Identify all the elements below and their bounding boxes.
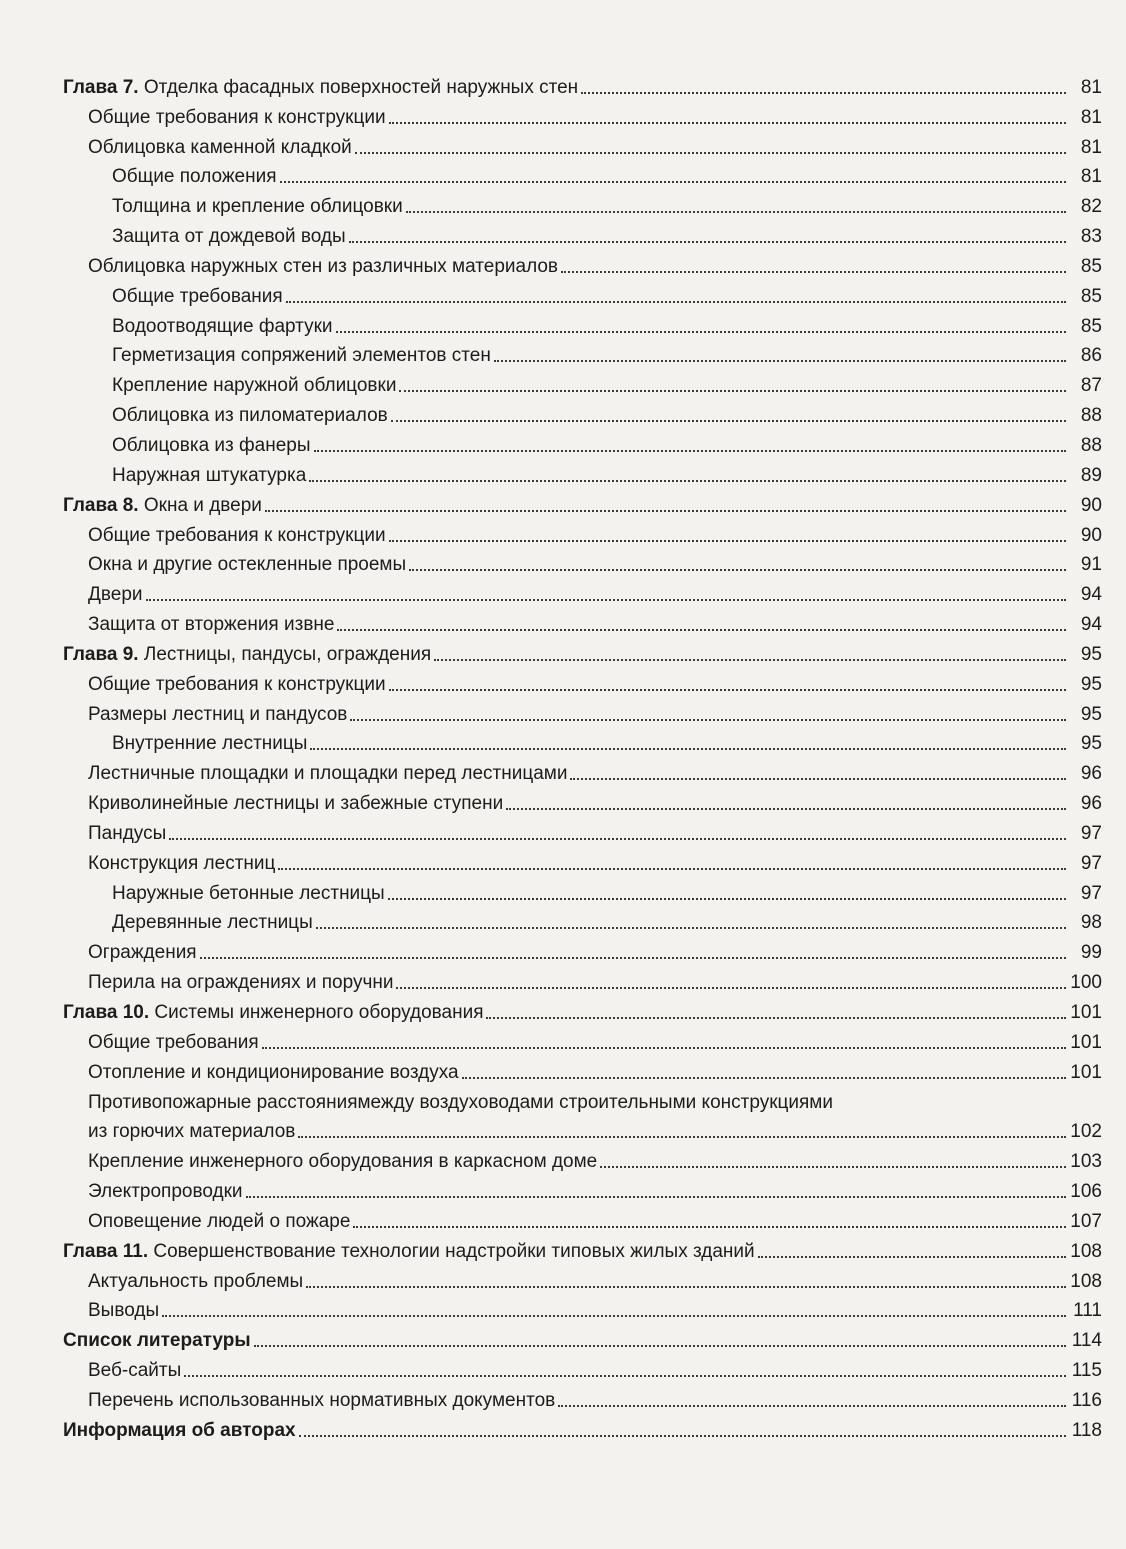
- toc-entry-title: [112, 226, 346, 248]
- toc-entry[interactable]: [0, 815, 1126, 845]
- toc-entry-text: Совершенствование технологии надстройки типовых жилых зданий: [148, 1240, 755, 1262]
- toc-entry[interactable]: [0, 964, 1126, 994]
- toc-page-number: 98: [1080, 912, 1102, 934]
- toc-entry-title: [88, 1032, 259, 1054]
- toc-entry-title: [63, 644, 431, 666]
- toc-page-number: 90: [1080, 494, 1102, 516]
- toc-entry-wrapped-line: Противопожарные расстояниямежду воздуховодами строительными конструкциями: [88, 1091, 833, 1113]
- toc-page-number: 85: [1080, 315, 1102, 337]
- toc-entry-text: Облицовка из пиломатериалов: [112, 405, 388, 427]
- toc-page-number: 95: [1080, 673, 1102, 695]
- toc-page-number: 81: [1080, 136, 1102, 158]
- toc-entry[interactable]: [0, 517, 1126, 547]
- toc-page-number: 94: [1080, 584, 1102, 606]
- toc-entry[interactable]: [0, 755, 1126, 785]
- toc-entry-title: [63, 1241, 755, 1263]
- toc-entry[interactable]: [0, 785, 1126, 815]
- toc-leader-dots: [314, 449, 1067, 452]
- toc-entry[interactable]: [0, 666, 1126, 696]
- toc-entry-title: [63, 1420, 296, 1442]
- toc-entry-title: [88, 853, 275, 875]
- toc-entry[interactable]: [0, 248, 1126, 278]
- toc-entry-text: Защита от дождевой воды: [112, 226, 346, 248]
- toc-entry[interactable]: [0, 934, 1126, 964]
- toc-entry-title: [88, 1271, 303, 1293]
- toc-entry-title: [112, 375, 396, 397]
- toc-entry-title: [63, 1002, 483, 1024]
- toc-entry-title: [88, 1181, 243, 1203]
- toc-page-number: 95: [1080, 643, 1102, 665]
- toc-chapter-entry[interactable]: [0, 1412, 1126, 1442]
- toc-page-number: 108: [1070, 1270, 1102, 1292]
- toc-chapter-number: Глава 10.: [63, 1002, 150, 1023]
- toc-chapter-entry[interactable]: [0, 1233, 1126, 1263]
- toc-entry-text: Общие положения: [112, 166, 277, 188]
- toc-page-number: 101: [1070, 1061, 1102, 1083]
- toc-entry-text: Защита от вторжения извне: [88, 614, 335, 636]
- toc-leader-dots: [299, 1434, 1066, 1437]
- toc-entry-text: Конструкция лестниц: [88, 852, 276, 874]
- toc-entry-title: [88, 1390, 555, 1412]
- toc-page-number: 85: [1080, 255, 1102, 277]
- toc-entry-text: Облицовка каменной кладкой: [88, 136, 352, 158]
- toc-leader-dots: [336, 330, 1066, 333]
- toc-entry[interactable]: [0, 129, 1126, 159]
- toc-chapter-number: Глава 11.: [63, 1240, 149, 1262]
- toc-leader-dots: [306, 1285, 1066, 1288]
- toc-page-number: 103: [1070, 1151, 1102, 1173]
- toc-page-number: 88: [1080, 434, 1102, 456]
- toc-entry-title: [88, 674, 386, 696]
- toc-leader-dots: [561, 270, 1066, 273]
- toc-entry[interactable]: [0, 367, 1126, 397]
- toc-page-number: 114: [1071, 1330, 1102, 1352]
- toc-entry-text: Общие требования: [88, 1031, 259, 1053]
- toc-entry-text: Герметизация сопряжений элементов стен: [112, 345, 491, 367]
- toc-entry-title: [88, 763, 567, 785]
- toc-entry-text: Толщина и крепление облицовки: [112, 196, 403, 218]
- toc-leader-dots: [353, 1225, 1066, 1228]
- toc-entry-title: [88, 1062, 459, 1084]
- toc-entry[interactable]: [0, 547, 1126, 577]
- toc-entry-text: Общие требования: [112, 285, 283, 307]
- toc-entry-text: Наружная штукатурка: [112, 464, 307, 486]
- toc-entry[interactable]: [0, 159, 1126, 189]
- toc-entry-text: Общие требования к конструкции: [88, 106, 386, 128]
- toc-entry-text: Список литературы: [63, 1330, 251, 1352]
- toc-entry[interactable]: [0, 278, 1126, 308]
- toc-entry-text: Лестницы, пандусы, ограждения: [138, 643, 432, 665]
- toc-entry-title: [88, 942, 197, 964]
- toc-entry-text: Размеры лестниц и пандусов: [88, 703, 348, 725]
- toc-page-number: 101: [1070, 1002, 1102, 1023]
- toc-leader-dots: [494, 359, 1066, 362]
- toc-leader-dots: [337, 628, 1066, 631]
- toc-page-number: 108: [1070, 1240, 1102, 1262]
- toc-chapter-entry[interactable]: [0, 487, 1126, 517]
- toc-entry[interactable]: [0, 427, 1126, 457]
- toc-entry-text: Актуальность проблемы: [88, 1270, 304, 1292]
- toc-entry-text: Облицовка из фанеры: [112, 434, 311, 456]
- toc-page-number: 86: [1080, 345, 1102, 367]
- toc-leader-dots: [462, 1076, 1066, 1079]
- toc-entry-title: [88, 1151, 597, 1173]
- toc-entry-text: Пандусы: [88, 822, 167, 844]
- toc-entry-title: [88, 137, 352, 159]
- toc-entry-text: Окна и другие остекленные проемы: [88, 554, 407, 576]
- toc-entry-text: Отделка фасадных поверхностей наружных стен: [138, 76, 579, 98]
- toc-page-number: 97: [1080, 822, 1102, 844]
- toc-page-number: 81: [1080, 106, 1102, 128]
- toc-page-number: 97: [1080, 882, 1102, 904]
- toc-leader-dots: [399, 389, 1066, 392]
- toc-entry-text: Лестничные площадки и площадки перед лестницами: [88, 763, 568, 785]
- toc-entry-text: Общие требования к конструкции: [88, 673, 386, 695]
- toc-leader-dots: [262, 1046, 1066, 1049]
- toc-entry-title: [88, 793, 503, 815]
- toc-chapter-entry[interactable]: [0, 636, 1126, 666]
- toc-entry-title: [88, 1121, 295, 1143]
- toc-leader-dots: [310, 747, 1066, 750]
- toc-page-number: 91: [1080, 554, 1102, 576]
- toc-leader-dots: [388, 897, 1066, 900]
- toc-chapter-entry[interactable]: [0, 994, 1126, 1024]
- toc-leader-dots: [254, 1344, 1066, 1347]
- toc-entry-title: [112, 196, 403, 218]
- toc-chapter-number: Глава 9.: [63, 643, 139, 665]
- toc-entry-text: Общие требования к конструкции: [88, 524, 386, 546]
- toc-leader-dots: [506, 807, 1066, 810]
- toc-entry-title: [88, 256, 558, 278]
- toc-entry[interactable]: [0, 1143, 1126, 1173]
- toc-entry-title: [63, 495, 262, 517]
- toc-entry-title: [112, 733, 307, 755]
- toc-leader-dots: [355, 151, 1066, 154]
- toc-entry-text: Облицовка наружных стен из различных материалов: [88, 255, 559, 277]
- toc-page-number: 96: [1080, 763, 1102, 785]
- toc-entry-title: [112, 883, 385, 905]
- toc-entry-text: Ограждения: [88, 942, 197, 964]
- toc-entry[interactable]: [0, 606, 1126, 636]
- toc-entry[interactable]: [0, 576, 1126, 606]
- toc-entry-title: [88, 704, 347, 726]
- toc-page-number: 88: [1080, 405, 1102, 427]
- toc-page-number: 116: [1071, 1389, 1102, 1411]
- toc-entry-text: из горючих материалов: [88, 1121, 296, 1143]
- toc-leader-dots: [558, 1404, 1066, 1407]
- toc-entry-title: [88, 1360, 181, 1382]
- toc-leader-dots: [246, 1195, 1066, 1198]
- toc-leader-dots: [391, 419, 1066, 422]
- toc-page-number: 83: [1080, 226, 1102, 248]
- toc-entry[interactable]: [0, 1382, 1126, 1412]
- toc-page-number: 90: [1080, 524, 1102, 546]
- toc-entry[interactable]: [0, 1203, 1126, 1233]
- toc-entry-text: Оповещение людей о пожаре: [88, 1210, 351, 1232]
- toc-page-number: 118: [1071, 1419, 1102, 1441]
- toc-leader-dots: [581, 91, 1066, 94]
- toc-leader-dots: [309, 479, 1066, 482]
- toc-leader-dots: [389, 688, 1066, 691]
- toc-entry[interactable]: [0, 1173, 1126, 1203]
- toc-leader-dots: [278, 867, 1066, 870]
- toc-entry-text: Перечень использованных нормативных документов: [88, 1389, 556, 1411]
- toc-page-number: 89: [1080, 464, 1102, 486]
- toc-entry[interactable]: [0, 99, 1126, 129]
- toc-leader-dots: [389, 539, 1066, 542]
- toc-entry-text: Внутренние лестницы: [112, 733, 308, 755]
- toc-leader-dots: [146, 598, 1067, 601]
- toc-leader-dots: [316, 926, 1066, 929]
- toc-leader-dots: [600, 1165, 1066, 1168]
- toc-leader-dots: [396, 986, 1066, 989]
- toc-page-number: 95: [1080, 703, 1102, 725]
- toc-leader-dots: [200, 956, 1066, 959]
- toc-leader-dots: [409, 568, 1066, 571]
- toc-entry[interactable]: [0, 726, 1126, 756]
- toc-entry-title: [112, 465, 306, 487]
- toc-leader-dots: [184, 1374, 1066, 1377]
- toc-entry[interactable]: [0, 1293, 1126, 1323]
- toc-entry[interactable]: [0, 875, 1126, 905]
- toc-leader-dots: [286, 300, 1066, 303]
- toc-entry[interactable]: [0, 1352, 1126, 1382]
- toc-entry-text: Деревянные лестницы: [112, 912, 313, 934]
- toc-page-number: 82: [1080, 196, 1102, 218]
- toc-page-number: 85: [1080, 285, 1102, 307]
- toc-entry-text: Двери: [88, 584, 143, 606]
- toc-entry-title: [112, 435, 311, 457]
- toc-entry-text: Отопление и кондиционирование воздуха: [88, 1061, 459, 1083]
- toc-entry-title: [88, 972, 393, 994]
- toc-entry-text: Криволинейные лестницы и забежные ступени: [88, 793, 504, 815]
- toc-page-number: 102: [1070, 1121, 1102, 1143]
- toc-entry-text: Информация об авторах: [63, 1419, 296, 1441]
- toc-entry-title: [112, 316, 333, 338]
- toc-entry[interactable]: [0, 457, 1126, 487]
- toc-entry-text: Системы инженерного оборудования: [149, 1002, 484, 1023]
- toc-chapter-number: Глава 7.: [63, 76, 139, 98]
- toc-leader-dots: [350, 718, 1066, 721]
- toc-entry-text: Выводы: [88, 1300, 160, 1322]
- toc-leader-dots: [265, 509, 1066, 512]
- toc-entry[interactable]: [0, 1054, 1126, 1084]
- toc-chapter-entry[interactable]: [0, 1322, 1126, 1352]
- toc-chapter-number: Глава 8.: [63, 494, 139, 516]
- toc-entry-text: Наружные бетонные лестницы: [112, 882, 385, 904]
- toc-page-number: 101: [1070, 1031, 1102, 1053]
- toc-page-number: 106: [1070, 1181, 1102, 1203]
- toc-entry[interactable]: [0, 218, 1126, 248]
- toc-entry[interactable]: [0, 188, 1126, 218]
- toc-entry-title: [88, 554, 406, 576]
- toc-leader-dots: [406, 210, 1066, 213]
- toc-leader-dots: [389, 121, 1066, 124]
- toc-page-number: 81: [1080, 76, 1102, 98]
- toc-entry-title: [112, 345, 491, 367]
- toc-entry-text: Веб-сайты: [88, 1360, 182, 1382]
- toc-page-number: 97: [1080, 852, 1102, 874]
- toc-page-number: 87: [1080, 375, 1102, 397]
- toc-page-number: 111: [1073, 1300, 1102, 1322]
- toc-page-number: 99: [1080, 942, 1102, 964]
- toc-entry-text: Перила на ограждениях и поручни: [88, 972, 394, 994]
- toc-page-number: 100: [1070, 972, 1102, 994]
- toc-entry-title: [88, 525, 386, 547]
- toc-entry-text: Водоотводящие фартуки: [112, 315, 333, 337]
- toc-leader-dots: [486, 1016, 1066, 1019]
- toc-entry[interactable]: [0, 1114, 1126, 1144]
- toc-entry-title: [88, 107, 386, 129]
- toc-leader-dots: [280, 180, 1066, 183]
- toc-leader-dots: [162, 1314, 1066, 1317]
- toc-page-number: 94: [1080, 614, 1102, 636]
- toc-entry[interactable]: [0, 397, 1126, 427]
- toc-entry-title: [88, 1300, 159, 1322]
- toc-entry-title: [112, 912, 313, 934]
- toc-entry[interactable]: [0, 696, 1126, 726]
- toc-entry-text: Окна и двери: [138, 494, 262, 516]
- toc-leader-dots: [349, 240, 1066, 243]
- toc-entry[interactable]: [0, 308, 1126, 338]
- toc-entry-title: [88, 614, 334, 636]
- toc-chapter-entry[interactable]: [0, 69, 1126, 99]
- toc-entry-title: [112, 286, 283, 308]
- toc-entry[interactable]: [0, 905, 1126, 935]
- toc-entry-title: [88, 823, 166, 845]
- toc-page-number: 96: [1080, 793, 1102, 815]
- toc-entry[interactable]: [0, 1263, 1126, 1293]
- toc-entry[interactable]: [0, 845, 1126, 875]
- toc-leader-dots: [570, 777, 1066, 780]
- toc-page-number: 95: [1080, 733, 1102, 755]
- toc-entry-title: [63, 77, 578, 99]
- toc-leader-dots: [169, 837, 1066, 840]
- toc-page-number: 81: [1080, 166, 1102, 188]
- toc-entry-text: Крепление инженерного оборудования в каркасном доме: [88, 1151, 598, 1173]
- toc-entry-title: [88, 584, 143, 606]
- toc-entry-title: [112, 166, 277, 188]
- toc-leader-dots: [758, 1255, 1066, 1258]
- toc-entry-text: Крепление наружной облицовки: [112, 375, 397, 397]
- table-of-contents: [0, 69, 1126, 1442]
- toc-leader-dots: [298, 1135, 1066, 1138]
- toc-entry[interactable]: [0, 1024, 1126, 1054]
- toc-page-number: 107: [1070, 1210, 1102, 1232]
- toc-leader-dots: [434, 658, 1066, 661]
- toc-entry-title: [88, 1211, 350, 1233]
- toc-entry-title: [112, 405, 388, 427]
- toc-page-number: 115: [1071, 1360, 1102, 1382]
- toc-entry-title: [63, 1330, 251, 1352]
- toc-entry-text: Электропроводки: [88, 1181, 243, 1203]
- toc-entry[interactable]: [0, 338, 1126, 368]
